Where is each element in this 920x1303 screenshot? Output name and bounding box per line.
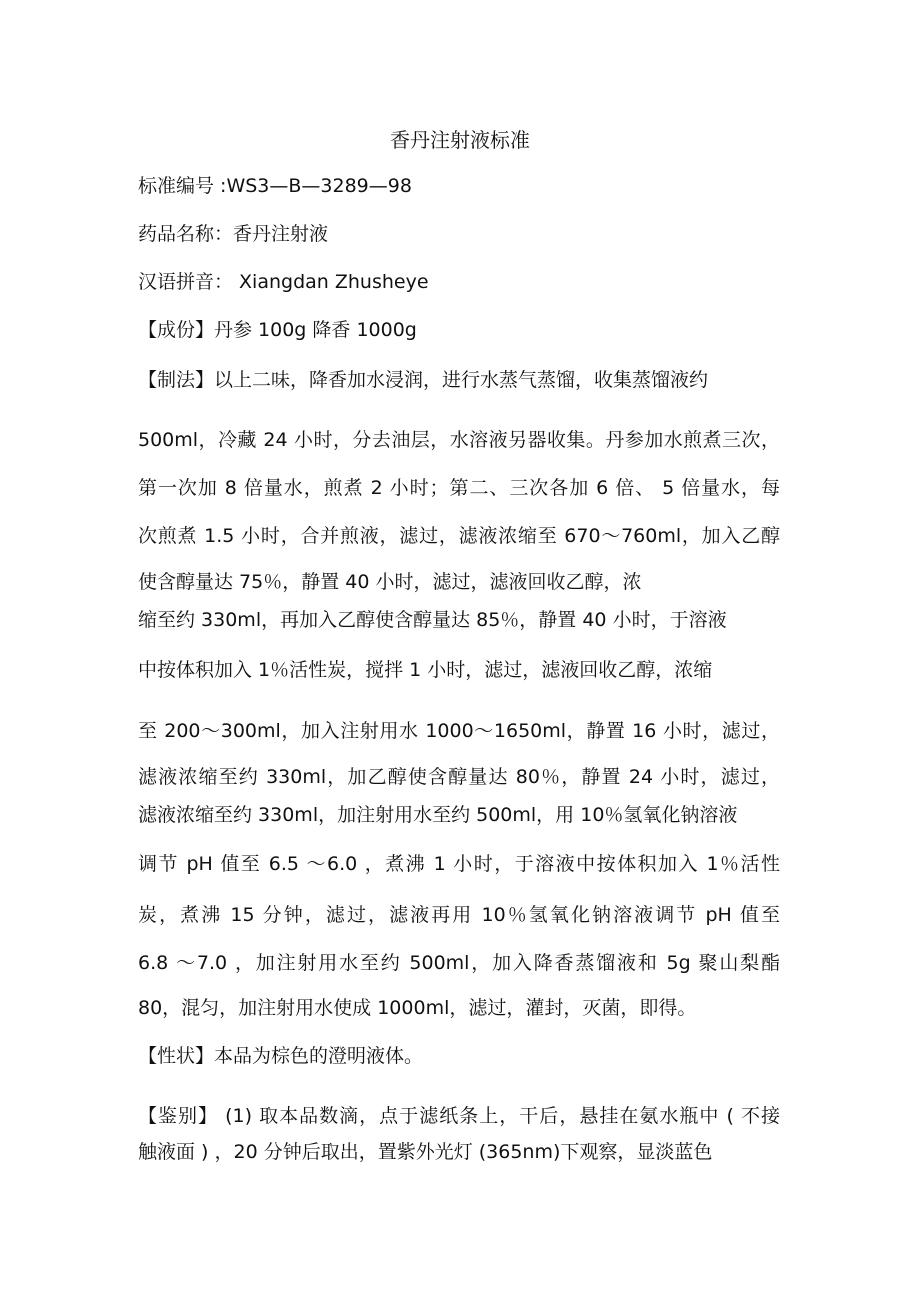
method-line: 第一次加 8 倍量水，煎煮 2 小时；第二、三次各加 6 倍、 5 倍量水，每 [138, 477, 780, 499]
identification-line: 【鉴别】 (1) 取本品数滴，点于滤纸条上，干后，悬挂在氨水瓶中 ( 不接 [138, 1105, 780, 1127]
method-line: 使含醇量达 75％，静置 40 小时，滤过，滤液回收乙醇，浓 [138, 571, 642, 593]
method-line: 滤液浓缩至约 330ml，加注射用水至约 500ml，用 10％氢氧化钠溶液 [138, 804, 738, 826]
ingredients: 【成份】丹参 100g 降香 1000g [138, 319, 417, 341]
properties: 【性状】本品为棕色的澄明液体。 [138, 1045, 424, 1067]
standard-number: 标准编号 :WS3—B—3289—98 [138, 175, 412, 197]
method-line: 中按体积加入 1％活性炭，搅拌 1 小时，滤过，滤液回收乙醇，浓缩 [138, 659, 713, 681]
identification-line: 触液面 ) ，20 分钟后取出，置紫外光灯 (365nm)下观察，显淡蓝色 [138, 1141, 713, 1163]
method-line: 滤液浓缩至约 330ml，加乙醇使含醇量达 80％，静置 24 小时，滤过， [138, 766, 780, 788]
method-line: 缩至约 330ml，再加入乙醇使含醇量达 85％，静置 40 小时，于溶液 [138, 609, 727, 631]
method-line: 500ml，冷藏 24 小时，分去油层，水溶液另器收集。丹参加水煎煮三次， [138, 429, 780, 451]
method-line: 炭，煮沸 15 分钟，滤过，滤液再用 10％氢氧化钠溶液调节 pH 值至 [138, 904, 780, 926]
method-line: 6.8 ～7.0 ，加注射用水至约 500ml，加入降香蒸馏液和 5g 聚山梨酯 [138, 952, 780, 974]
method-line: 【制法】以上二味，降香加水浸润，进行水蒸气蒸馏，收集蒸馏液约 [138, 369, 709, 391]
method-line: 次煎煮 1.5 小时，合并煎液，滤过，滤液浓缩至 670～760ml，加入乙醇 [138, 525, 780, 547]
drug-name: 药品名称：香丹注射液 [138, 223, 329, 245]
method-line: 至 200～300ml，加入注射用水 1000～1650ml，静置 16 小时，滤过， [138, 720, 780, 742]
method-line: 调节 pH 值至 6.5 ～6.0 ，煮沸 1 小时，于溶液中按体积加入 1％活性 [138, 853, 780, 875]
document-title: 香丹注射液标准 [390, 128, 530, 152]
method-line: 80，混匀，加注射用水使成 1000ml，滤过，灌封，灭菌，即得。 [138, 997, 697, 1019]
pinyin-name: 汉语拼音： Xiangdan Zhusheye [138, 271, 429, 293]
